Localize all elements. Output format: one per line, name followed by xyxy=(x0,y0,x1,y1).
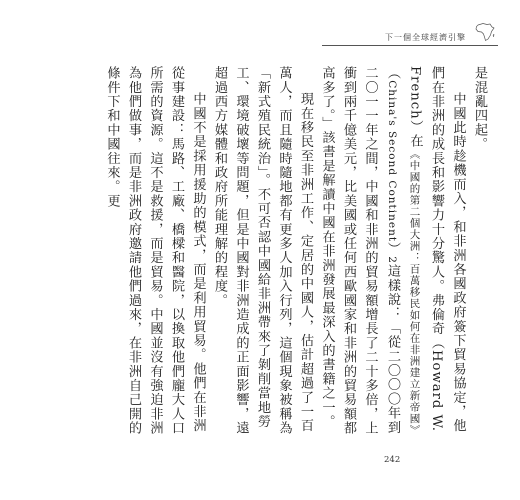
paragraph-2-part-a: 中國此時趁機而入，和非洲各國政府簽下貿易協定，他們在非洲的成長和影響力十分驚人。弗倫奇（ xyxy=(429,66,466,434)
paragraph-2-part-b: ）在 xyxy=(407,119,423,149)
footnote-marker: 2 xyxy=(386,256,398,264)
paragraph-2-part-c: （ xyxy=(385,66,400,81)
paragraph-2 xyxy=(316,66,469,438)
paragraph-1: 是混亂四起。 xyxy=(472,66,487,152)
running-header-title: 下一個全球經濟引擎 xyxy=(385,33,466,42)
paragraph-2-part-d: ） xyxy=(385,242,400,257)
running-header xyxy=(322,22,498,46)
paragraph-2-part-e: 這樣說：「從二〇〇〇年到二〇一一年之間，中國和非洲的貿易額增長了二十多倍，上衝到兩千億美元，比美國或任何西歐國家和非洲的貿易額都高多了。」該書是解讀中國在非洲發展最深入的書籍之一。 xyxy=(319,66,400,436)
africa-continent-icon xyxy=(472,22,498,42)
book-title-en: China's Second Continent xyxy=(386,80,398,243)
book-title-zh: 《中國的第二個大洲：百萬移民如何在非洲建立新帝國》 xyxy=(408,148,421,436)
author-name: Howard W. French xyxy=(407,66,444,432)
paragraph-4: 中國不是採用援助的模式，而是利用貿易。他們在非洲從事建設：馬路、工廠、橋樑和醫院，以換取他們龐大人口所需的資源。這不是救援，而是貿易。中國並沒有強迫非洲為他們做事，而是非洲政府邀請他們過來，在非洲自己開的條件下和中國往來。更 xyxy=(104,66,206,436)
main-text-block xyxy=(60,66,490,438)
page-number: 242 xyxy=(384,455,401,465)
paragraph-3: 現在移民至非洲工作、定居的中國人，估計超過了一百萬人，而且隨時隨地都有更多人加入行列，這個現象被稱為「新式殖民統治」。不可否認中國給非洲帶來了剝削當地勞工、環境破壞等問題，但是中國對非洲造成的正面影響，遠超過西方媒體和政府所能理解的程度。 xyxy=(212,66,313,436)
